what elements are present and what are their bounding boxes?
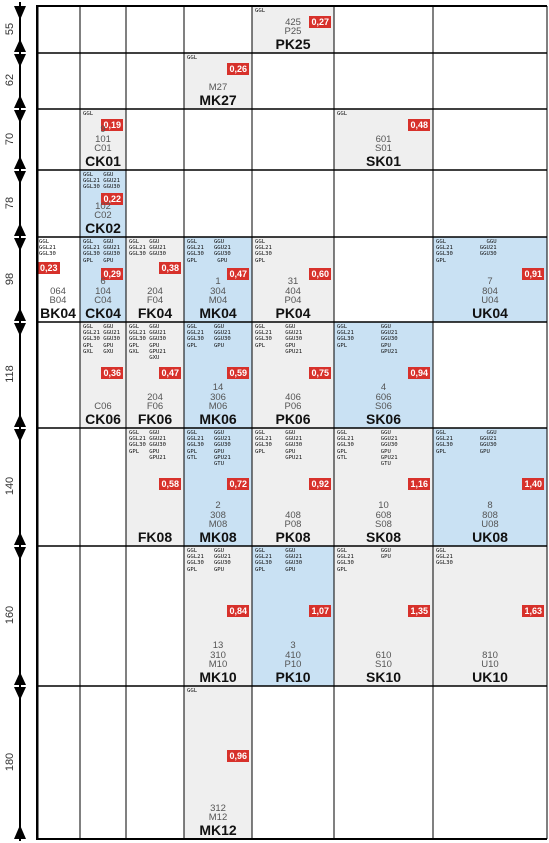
arrow-up-icon (14, 156, 26, 169)
code-line: 13 (212, 640, 224, 652)
code-line: 408 (285, 509, 301, 521)
weight-badge: 0,94 (410, 368, 428, 378)
code-line: 808 (482, 509, 498, 521)
size-name: PK04 (275, 305, 311, 321)
code-line: 601 (375, 133, 392, 145)
size-name: MK08 (199, 529, 237, 545)
weight-badge: 0,23 (40, 262, 58, 273)
code-line: 7 (487, 276, 493, 288)
code-line: 308 (210, 509, 226, 521)
size-name: SK01 (365, 153, 402, 169)
row-size-text: 98 (4, 272, 16, 285)
code-line: S01 (375, 143, 392, 155)
arrow-up-icon (14, 532, 26, 545)
weight-badge: 1,07 (311, 606, 329, 616)
grade-tags: GGL GGU GGL21 GPU GGL30 GPL (337, 548, 391, 573)
grade-tags: GGL GGU GGL21 GGU21 GGL30 GGU30 GPL GPU (187, 239, 231, 264)
weight-badge: 0,60 (311, 268, 329, 279)
code-line: 406 (285, 391, 301, 403)
size-name: CK06 (85, 411, 121, 427)
weight-badge: 0,59 (229, 368, 247, 378)
weight-badge: 0,96 (229, 751, 247, 761)
code-line: 810 (482, 649, 498, 661)
size-name: MK04 (199, 305, 237, 321)
row-size-text: 160 (3, 605, 16, 625)
row-size-text: 180 (3, 752, 16, 771)
size-name: SK08 (365, 529, 402, 545)
weight-badge: 0,47 (161, 368, 179, 378)
code-line: 1 (215, 276, 221, 288)
code-line: C02 (94, 210, 112, 222)
code-line: 9 (100, 124, 106, 136)
grade-tags: GGL GGU GGL21 GGU21 GGL30 GGU30 GPL GPU GTL GPU21 GTU (187, 430, 231, 468)
row-size-text: 70 (4, 132, 16, 145)
code-line: 425 (285, 16, 301, 28)
code-line: S06 (375, 401, 392, 413)
code-line: 064 (50, 285, 66, 297)
row-size-label (0, 273, 20, 285)
code-line: C01 (94, 143, 112, 155)
weight-badge: 0,72 (229, 479, 247, 489)
weight-badge: 1,35 (410, 606, 428, 616)
weight-badge: 1,63 (524, 606, 542, 616)
arrow-down-icon (14, 54, 26, 67)
code-line: U04 (481, 295, 499, 307)
code-line: 14 (212, 382, 224, 394)
row-size-label (0, 133, 20, 145)
row-size-text: 118 (3, 365, 16, 383)
grade-tags: GGL GGU GGL21 GGU21 GGL30 GGU30 GPL (436, 239, 497, 264)
weight-badge: 0,58 (161, 479, 179, 489)
arrow-down-icon (14, 171, 26, 184)
code-line: 312 (210, 802, 226, 814)
grade-tags: GGL GGU GGL21 GGU21 GGL30 GGU30 GPL GPU (83, 239, 121, 264)
grade-tags: GGL GGU GGL21 GGU21 GGL30 GGU30 GPL GPU GPU21 (255, 430, 303, 461)
size-name: MK06 (199, 411, 237, 427)
grade-tags: GGL (187, 688, 198, 694)
arrow-up-icon (14, 308, 26, 321)
code-line: 306 (210, 391, 226, 403)
grade-tags: GGL GGU GGL21 GGU21 GGL30 GGU30 GPL GPU (255, 548, 303, 573)
size-name: PK10 (275, 669, 311, 685)
weight-badge: 0,48 (410, 120, 428, 130)
size-name: UK10 (472, 669, 508, 685)
code-line: M04 (208, 295, 228, 307)
arrow-up-icon (14, 223, 26, 236)
weight-badge: 1,40 (524, 479, 542, 489)
code-line: S10 (375, 659, 392, 671)
code-line: M06 (208, 401, 228, 413)
code-line: F04 (146, 295, 164, 307)
grade-tags: GGL (337, 111, 348, 117)
size-name: FK04 (137, 305, 173, 321)
grade-tags: GGL (187, 55, 198, 61)
size-name: SK10 (365, 669, 402, 685)
grade-tags: GGL GGL21 GGL30 (39, 239, 56, 258)
size-name: CK02 (85, 220, 121, 236)
arrow-down-icon (14, 238, 26, 251)
code-line: 804 (482, 285, 498, 297)
grade-tags: GGL GGU GGL21 GGU21 GGL30 GGU30 GPL GPU GXL GPU21 GXU (129, 324, 167, 362)
arrow-up-icon (14, 672, 26, 685)
code-line: 8 (487, 500, 493, 512)
grade-tags: GGL GGL21 GGL30 GPL (255, 239, 272, 264)
grade-tags: GGL GGU GGL21 GGU21 GGL30 GGU30 (129, 239, 167, 258)
row-size-text: 62 (4, 73, 16, 87)
code-line: U10 (481, 659, 499, 671)
size-name: PK06 (275, 411, 311, 427)
size-name: MK12 (199, 822, 237, 838)
row-size-label (0, 74, 20, 86)
code-line: C06 (94, 401, 112, 413)
code-line: 104 (95, 285, 111, 297)
grade-tags: GGL (255, 8, 266, 14)
code-line: 608 (375, 509, 392, 521)
grade-tags: GGL GGU GGL21 GGU21 GGL30 GGU30 GPL GPU GTL GPU21 GTU (337, 430, 398, 468)
grade-tags: GGL GGU GGL21 GGU21 GGL30 GGU30 (83, 172, 121, 191)
arrow-down-icon (14, 323, 26, 336)
weight-badge: 0,26 (229, 64, 247, 74)
arrow-up-icon (14, 95, 26, 108)
weight-badge: 1,16 (410, 479, 428, 489)
code-line: 404 (285, 285, 301, 297)
row-size-label (0, 752, 20, 771)
row-size-label (0, 197, 20, 209)
weight-badge: 0,22 (103, 194, 121, 204)
weight-badge: 0,47 (229, 268, 247, 279)
code-line: P04 (284, 295, 302, 307)
grade-tags: GGL GGU GGL21 GGU21 GGL30 GGU30 GPL GPU GPU21 (129, 430, 167, 461)
size-name: CK01 (85, 153, 121, 169)
arrow-up-icon (14, 39, 26, 52)
size-grid (36, 0, 549, 843)
code-line: 3 (290, 640, 296, 652)
row-size-label (0, 605, 20, 625)
weight-badge: 0,84 (229, 606, 247, 616)
code-line: M12 (208, 812, 228, 824)
code-line: 101 (95, 133, 111, 145)
code-line: M08 (208, 519, 228, 531)
arrow-down-icon (14, 547, 26, 560)
code-line: F06 (146, 401, 164, 413)
grade-tags: GGL GGL21 GGL30 (436, 548, 453, 567)
arrow-down-icon (14, 6, 26, 20)
weight-badge: 0,91 (524, 268, 542, 279)
code-line: B04 (49, 295, 67, 307)
weight-badge: 0,19 (103, 120, 121, 130)
size-name: UK08 (472, 529, 508, 545)
row-size-text: 78 (4, 196, 16, 209)
arrow-up-icon (14, 414, 26, 427)
code-line: 610 (375, 649, 392, 661)
code-line: M27 (208, 82, 228, 94)
size-name: PK25 (275, 36, 311, 52)
size-name: FK08 (137, 529, 173, 545)
size-name: FK06 (137, 411, 173, 427)
grade-tags: GGL GGU GGL21 GGU21 GGL30 GGU30 GPL GPU GPU21 (337, 324, 398, 355)
code-line: 102 (95, 200, 111, 212)
weight-badge: 0,27 (311, 17, 329, 27)
grade-tags: GGL GGU GGL21 GGU21 GGL30 GGU30 GPL GPU GXL GXU (83, 324, 121, 355)
code-line: P06 (284, 401, 302, 413)
size-name: CK04 (85, 305, 121, 321)
code-line: 606 (375, 391, 392, 403)
size-name: BK04 (40, 305, 76, 321)
code-line: 31 (287, 276, 299, 288)
code-line: 2 (215, 500, 221, 512)
code-line: 410 (285, 649, 301, 661)
code-line: 204 (147, 285, 163, 297)
weight-badge: 0,75 (311, 368, 329, 378)
grade-tags: GGL GGU GGL21 GGU21 GGL30 GGU30 GPL GPU GPU21 (255, 324, 303, 355)
row-size-label (0, 365, 20, 383)
dimension-scale (0, 0, 36, 843)
size-name: MK27 (199, 92, 237, 108)
grade-tags: GGL GGU GGL21 GGU21 GGL30 GGU30 GPL GPU (187, 324, 231, 349)
weight-badge: 0,29 (103, 268, 121, 279)
size-name: UK04 (472, 305, 508, 321)
grade-tags: GGL GGU GGL21 GGU21 GGL30 GGU30 GPL GPU (187, 548, 231, 573)
code-line: 304 (210, 285, 226, 297)
code-line: 310 (210, 649, 226, 661)
size-name: MK10 (199, 669, 237, 685)
row-size-text: 140 (3, 476, 16, 496)
grade-tags: GGL (83, 111, 94, 117)
code-line: 204 (147, 391, 163, 403)
code-line: P10 (284, 659, 302, 671)
row-size-text: 55 (4, 22, 16, 35)
code-line: M10 (208, 659, 228, 671)
code-line: C04 (94, 295, 112, 307)
code-line: P08 (284, 519, 302, 531)
code-line: 4 (380, 382, 387, 394)
size-name: SK06 (365, 411, 402, 427)
code-line: S08 (375, 519, 392, 531)
size-name: PK08 (275, 529, 311, 545)
arrow-down-icon (14, 110, 26, 123)
code-line: P25 (284, 26, 302, 38)
weight-badge: 0,92 (311, 479, 329, 489)
code-line: U08 (481, 519, 499, 531)
row-size-label (0, 23, 20, 35)
arrow-down-icon (14, 429, 26, 442)
arrow-up-icon (14, 825, 26, 839)
grade-tags: GGL GGU GGL21 GGU21 GGL30 GGU30 GPL GPU (436, 430, 497, 455)
weight-badge: 0,38 (161, 262, 179, 273)
row-size-label (0, 476, 20, 496)
arrow-down-icon (14, 687, 26, 700)
code-line: 6 (100, 276, 106, 288)
weight-badge: 0,36 (103, 368, 121, 378)
grid-lines (36, 0, 549, 843)
code-line: 10 (378, 500, 389, 512)
